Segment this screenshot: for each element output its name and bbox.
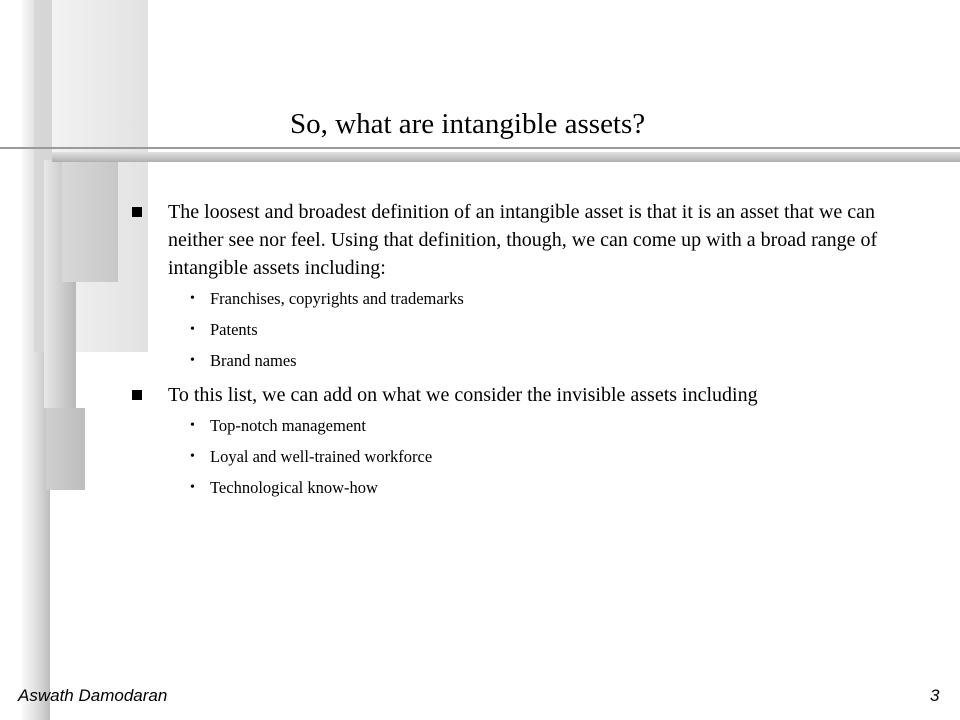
sub-bullet-text: Loyal and well-trained workforce (210, 447, 433, 466)
sub-bullet (132, 415, 922, 436)
slide-title: So, what are intangible assets? (290, 108, 646, 140)
dot-bullet-icon: • (190, 353, 195, 368)
footer-author: Aswath Damodaran (18, 686, 168, 705)
sub-bullet (132, 288, 922, 309)
dot-bullet-icon: • (190, 322, 195, 337)
dot-bullet-icon: • (190, 449, 195, 464)
sub-bullet-text: Technological know-how (210, 478, 378, 497)
decorative-bar-low (46, 408, 85, 490)
page-number: 3 (930, 686, 940, 705)
square-bullet-icon (132, 390, 142, 400)
dot-bullet-icon: • (190, 480, 195, 495)
bullet-point (132, 198, 922, 282)
dot-bullet-icon: • (190, 418, 195, 433)
sub-bullet-text: Top-notch management (210, 416, 367, 435)
sub-bullet (132, 350, 922, 371)
sub-bullet (132, 319, 922, 340)
sub-bullet (132, 446, 922, 467)
sub-bullet (132, 477, 922, 498)
dot-bullet-icon: • (190, 291, 195, 306)
title-divider-thin (0, 147, 960, 149)
bullet-text: To this list, we can add on what we consider the invisible assets including (168, 384, 758, 406)
decorative-bar-mid-light (62, 160, 118, 282)
title-divider-thick (52, 152, 960, 162)
sub-bullet-text: Franchises, copyrights and trademarks (210, 289, 464, 308)
sub-bullet-text: Brand names (210, 351, 297, 370)
bullet-text: The loosest and broadest definition of an intangible asset is that it is an asset that we can neither see nor feel. Using that definition, though, we can come up with a broad range of intangible assets including: (168, 201, 878, 279)
square-bullet-icon (132, 207, 142, 217)
sub-bullet-text: Patents (210, 320, 258, 339)
bullet-point (132, 381, 922, 409)
slide-content (132, 198, 922, 508)
